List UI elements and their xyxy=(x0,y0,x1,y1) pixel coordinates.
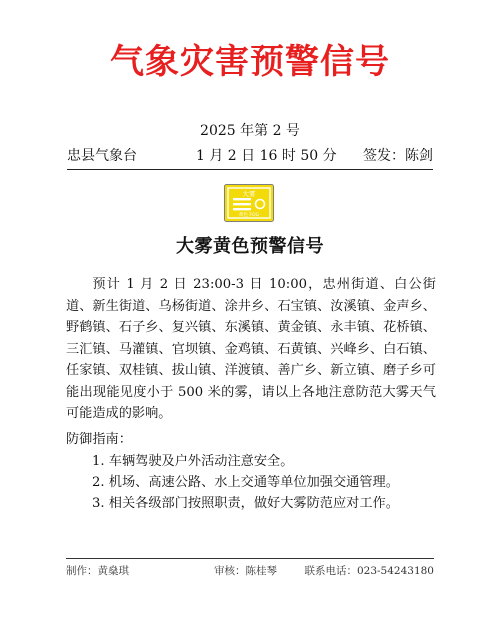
warning-content: 预计 1 月 2 日 23:00-3 日 10:00，忠州街道、白公街道、新生街道、乌杨街道、涂井乡、石宝镇、汝溪镇、金声乡、野鹤镇、石子乡、复兴镇、东溪镇、黄金镇、永丰镇、花桥镇、三汇镇、马灌镇、官坝镇、金鸡镇、石黄镇、兴峰乡、白石镇、任家镇、双桂镇、拔山镇、洋渡镇、善广乡、新立镇、磨子乡可能出现能见度小于 500 米的雾，请以上各地注意防范大雾天气可能造成的影响。 xyxy=(66,277,436,421)
footer xyxy=(66,563,434,579)
guide-list xyxy=(92,451,399,514)
guide-heading: 防御指南： xyxy=(66,432,132,447)
contact-phone: 联系电话：023-54243180 xyxy=(304,565,434,577)
document-title: 气象灾害预警信号 xyxy=(110,42,390,82)
station-name: 忠县气象台 xyxy=(67,148,137,164)
issue-datetime: 1 月 2 日 16 时 50 分 xyxy=(196,148,337,164)
signal-title: 大雾黄色预警信号 xyxy=(176,236,324,257)
issue-number: 2025 年第 2 号 xyxy=(200,123,300,139)
maker: 制作：黄燊琪 xyxy=(66,565,129,577)
header-divider xyxy=(67,169,433,170)
yellow-fog-warning-icon xyxy=(224,184,274,222)
issuer-info-line xyxy=(67,145,433,165)
icon-text-bottom: 黄色 FOG xyxy=(238,213,260,218)
reviewer: 审核：陈桂琴 xyxy=(214,565,277,577)
guide-item: 3. 相关各级部门按照职责，做好大雾防范应对工作。 xyxy=(92,496,399,511)
icon-text-top: 大雾 xyxy=(242,190,256,198)
guide-item: 1. 车辆驾驶及户外活动注意安全。 xyxy=(92,454,294,469)
footer-divider xyxy=(66,558,434,559)
guide-item: 2. 机场、高速公路、水上交通等单位加强交通管理。 xyxy=(92,475,399,490)
signer: 签发：陈剑 xyxy=(363,148,433,164)
